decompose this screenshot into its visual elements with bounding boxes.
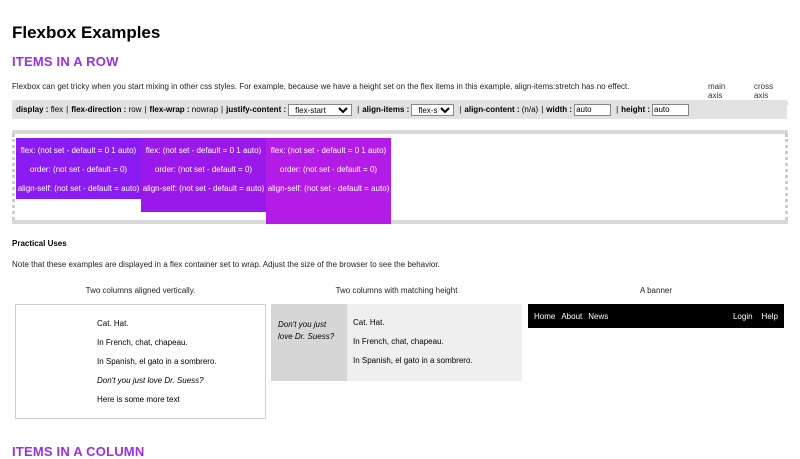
justify-content-select[interactable] — [288, 104, 352, 116]
main-axis-label: main axis — [708, 82, 726, 100]
side-column: Don't you just love Dr. Suess? — [271, 304, 347, 381]
cross-axis-label: cross axis — [754, 82, 774, 100]
align-content-label: align-content : — [464, 105, 520, 114]
flex-wrap-label: flex-wrap : — [149, 105, 190, 114]
text-line: Don't you just love Dr. Suess? — [97, 376, 204, 385]
example-caption-banner: A banner — [639, 286, 673, 295]
flex-demo-container — [12, 130, 788, 224]
align-content-value: (n/a) — [521, 105, 539, 114]
example-caption-aligned: Two columns aligned vertically. — [85, 286, 196, 295]
nav-link-home[interactable]: Home — [534, 311, 556, 321]
flex-controls-bar: display : flex | flex-direction : row | flex-wrap : nowrap | justify-content : flex-start | align-items : flex-start | align-content : (n/a) | width : auto | height : auto — [12, 100, 787, 119]
banner-right-links — [733, 312, 778, 321]
align-items-select[interactable] — [411, 104, 454, 116]
height-label: height : — [621, 105, 651, 114]
flex-item[interactable] — [16, 138, 141, 199]
flex-wrap-value: nowrap — [191, 105, 219, 114]
display-label: display : — [16, 105, 49, 114]
flex-item-order: order: (not set - default = 0) — [29, 165, 128, 174]
flex-item-align-self: align-self: (not set - default = auto) — [17, 184, 140, 193]
width-label: width : — [546, 105, 573, 114]
example-aligned-columns — [15, 304, 266, 419]
nav-link-login[interactable]: Login — [732, 311, 753, 321]
text-line: Cat. Hat. — [97, 319, 129, 328]
practical-uses-note: Note that these examples are displayed in a flex container set to wrap. Adjust the size of the browser to see the behavior. — [12, 260, 440, 269]
practical-uses-heading: Practical Uses — [12, 239, 67, 248]
text-line: In Spanish, el gato in a sombrero. — [353, 356, 473, 365]
text-line: Here is some more text — [97, 395, 180, 404]
text-line: In Spanish, el gato in a sombrero. — [97, 357, 217, 366]
example-matching-height — [271, 304, 522, 381]
flex-item-flex: flex: (not set - default = 0 1 auto) — [145, 146, 262, 155]
section-heading-column: ITEMS IN A COLUMN — [12, 444, 145, 459]
nav-link-news[interactable]: News — [588, 311, 609, 321]
example-caption-matching-height: Two columns with matching height — [335, 286, 458, 295]
flex-item-order: order: (not set - default = 0) — [154, 165, 253, 174]
section-heading-row: ITEMS IN A ROW — [12, 54, 119, 69]
height-input[interactable] — [652, 104, 689, 116]
display-value: flex — [50, 105, 64, 114]
flex-item[interactable] — [141, 138, 266, 212]
aligned-text-column — [97, 320, 217, 415]
nav-link-about[interactable]: About — [561, 311, 583, 321]
flex-item-flex: flex: (not set - default = 0 1 auto) — [270, 146, 387, 155]
flex-direction-value: row — [128, 105, 142, 114]
flex-item-order: order: (not set - default = 0) — [279, 165, 378, 174]
flex-item-align-self: align-self: (not set - default = auto) — [267, 184, 390, 193]
align-items-label: align-items : — [362, 105, 410, 114]
width-input[interactable] — [574, 104, 611, 116]
flex-direction-label: flex-direction : — [71, 105, 127, 114]
intro-text: Flexbox can get tricky when you start mixing in other css styles. For example, because we have a height set on the flex items in this example, align-items:stretch has no effect. — [12, 82, 630, 91]
text-line: In French, chat, chapeau. — [97, 338, 188, 347]
text-line: Cat. Hat. — [353, 318, 385, 327]
flex-item[interactable] — [266, 138, 391, 224]
nav-link-help[interactable]: Help — [761, 311, 778, 321]
banner-nav — [528, 304, 784, 328]
page-title: Flexbox Examples — [12, 23, 161, 42]
justify-content-label: justify-content : — [226, 105, 287, 114]
text-line: In French, chat, chapeau. — [353, 337, 444, 346]
flex-item-align-self: align-self: (not set - default = auto) — [142, 184, 265, 193]
flex-item-flex: flex: (not set - default = 0 1 auto) — [20, 146, 137, 155]
main-column — [347, 304, 522, 381]
